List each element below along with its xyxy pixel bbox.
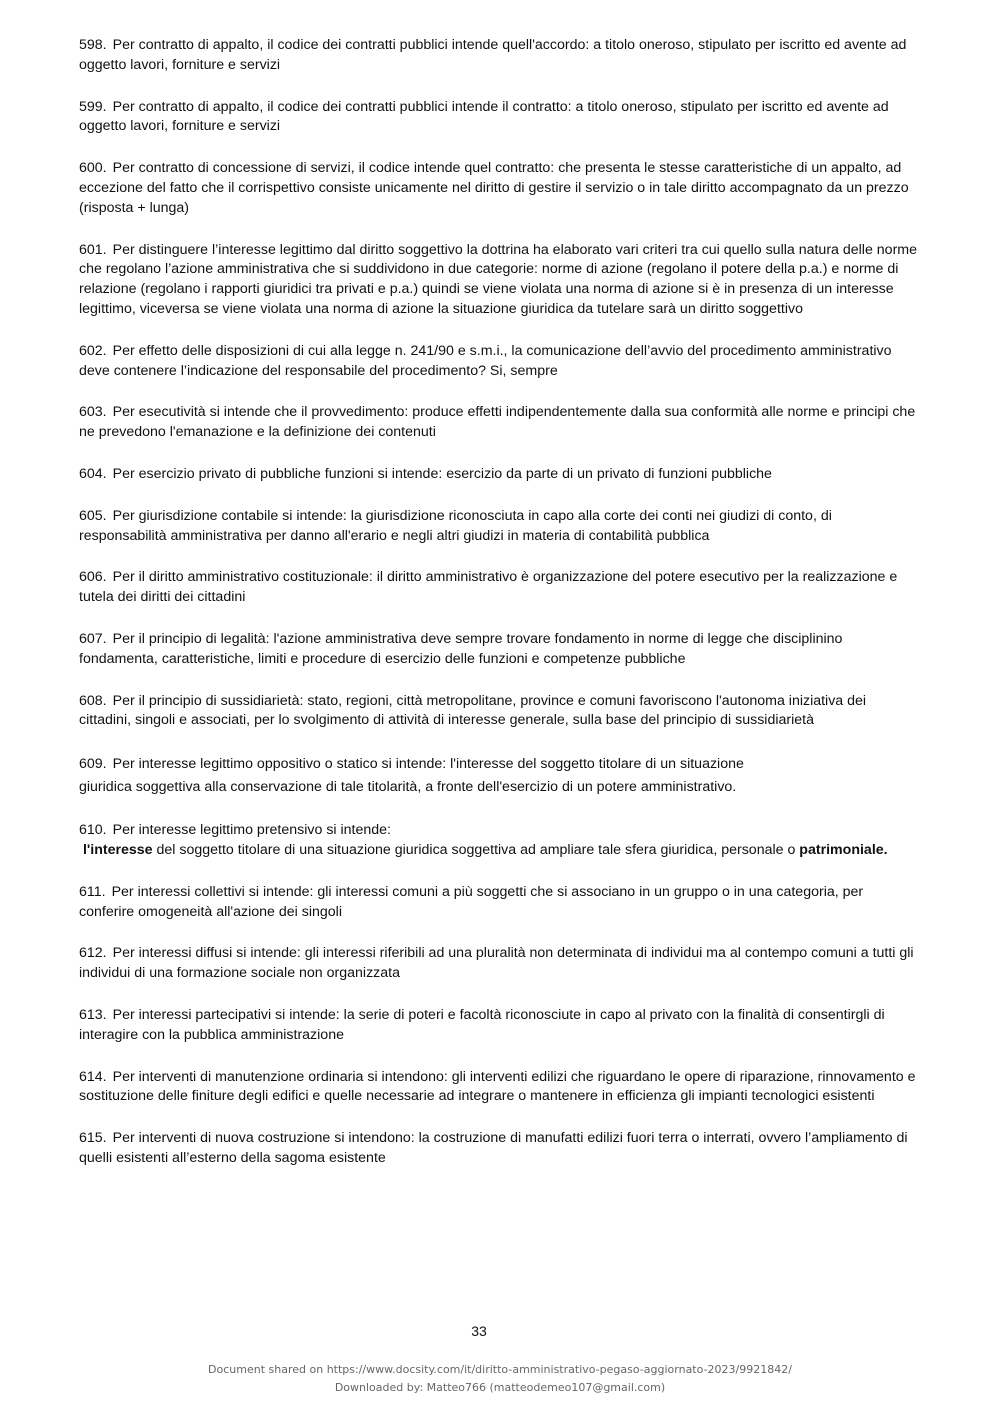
list-item: 613. Per interessi partecipativi si intende: la serie di poteri e facoltà riconosciute in capo al privato con la finalità di consentirgli di interagire con la pubblica amministrazione <box>79 1006 885 1043</box>
footer-shared-link: Document shared on https://www.docsity.com/it/diritto-amministrativo-pegaso-aggiornato-2023/9921842/ <box>208 1363 792 1376</box>
list-item: 604. Per esercizio privato di pubbliche funzioni si intende: esercizio da parte di un privato di funzioni pubbliche <box>79 465 772 482</box>
page-number: 33 <box>471 1323 487 1339</box>
list-item: 602. Per effetto delle disposizioni di cui alla legge n. 241/90 e s.m.i., la comunicazione dell’avvio del procedimento amministrativo deve contenere l’indicazione del responsabile del procedimento? Si, sempre <box>79 342 892 379</box>
list-item: 598. Per contratto di appalto, il codice dei contratti pubblici intende quell'accordo: a titolo oneroso, stipulato per iscritto ed avente ad oggetto lavori, forniture e servizi <box>79 37 907 73</box>
list-item: 611. Per interessi collettivi si intende: gli interessi comuni a più soggetti che si associano in un gruppo o in una categoria, per conferire omogeneità all'azione dei singoli <box>79 883 864 920</box>
footer-downloaded-by: Downloaded by: Matteo766 (matteodemeo107@gmail.com) <box>334 1381 666 1394</box>
list-item: 606. Per il diritto amministrativo costituzionale: il diritto amministrativo è organizzazione del potere esecutivo per la realizzazione e tutela dei diritti dei cittadini <box>79 569 898 606</box>
list-item: 601. Per distinguere l’interesse legittimo dal diritto soggettivo la dottrina ha elaborato vari criteri tra cui quello sulla natura delle norme che regolano l’azione amministrativa che si suddividono in due categorie: norme di azione (regolano il potere della p.a.) e norme di relazione (regolano i rapporti giuridici tra privati e p.a.) quindi se viene violata una norma di azione si è in presenza di un interesse legittimo, viceversa se viene violata una norma di azione la situazione giuridica da tutelare sarà un diritto soggettivo <box>79 241 918 317</box>
list-item: 607. Per il principio di legalità: l'azione amministrativa deve sempre trovare fondamento in norme di legge che disciplinino fondamenta, caratteristiche, limiti e procedure di esercizio delle funzioni e competenze pubbliche <box>79 630 843 667</box>
question-list <box>79 36 919 1191</box>
list-item: 608. Per il principio di sussidiarietà: stato, regioni, città metropolitane, province e comuni favoriscono l'autonoma iniziativa dei cittadini, singoli e associati, per lo svolgimento di attività di interesse generale, sulla base del principio di sussidiarietà <box>79 692 867 729</box>
list-item: 614. Per interventi di manutenzione ordinaria si intendono: gli interventi edilizi che riguardano le opere di riparazione, rinnovamento e sostituzione delle finiture degli edifici e quelle necessarie ad integrare o mantenere in efficienza gli impianti tecnologici esistenti <box>79 1068 916 1105</box>
list-item: 612. Per interessi diffusi si intende: gli interessi riferibili ad una pluralità non determinata di individui ma al contempo comuni a tutti gli individui di una formazione sociale non organizzata <box>79 945 914 982</box>
list-item: 615. Per interventi di nuova costruzione si intendono: la costruzione di manufatti edilizi fuori terra o interrati, ovvero l’ampliamento di quelli esistenti all’esterno della sagoma esistente <box>79 1130 908 1166</box>
list-item: 605. Per giurisdizione contabile si intende: la giurisdizione riconosciuta in capo alla corte dei conti nei giudizi di conto, di responsabilità amministrativa per danno all'erario e negli altri giudizi in materia di contabilità pubblica <box>79 507 832 544</box>
list-item: 609. Per interesse legittimo oppositivo o statico si intende: l'interesse del soggetto titolare di un situazione giuridica soggettiva alla conservazione di tale titolarità, a fronte dell'esercizio di un potere amministrativo. <box>79 756 744 796</box>
list-item: 599. Per contratto di appalto, il codice dei contratti pubblici intende il contratto: a titolo oneroso, stipulato per iscritto ed avente ad oggetto lavori, forniture e servizi <box>79 98 889 135</box>
bold-text: l'interesse <box>82 841 153 858</box>
bold-text: patrimoniale. <box>799 841 888 858</box>
list-item: 610. Per interesse legittimo pretensivo si intende: l'interesse del soggetto titolare di una situazione giuridica soggettiva ad ampliare tale sfera giuridica, personale o patrimoniale. <box>79 822 888 858</box>
list-item: 603. Per esecutività si intende che il provvedimento: produce effetti indipendentemente dalla sua conformità alle norme e principi che ne prevedono l'emanazione e la definizione dei contenuti <box>79 404 916 441</box>
list-item: 600. Per contratto di concessione di servizi, il codice intende quel contratto: che presenta le stesse caratteristiche di un appalto, ad eccezione del fatto che il corrispettivo consiste unicamente nel diritto di gestire il servizio o in tale diritto accompagnato da un prezzo (risposta + lunga) <box>79 160 909 216</box>
